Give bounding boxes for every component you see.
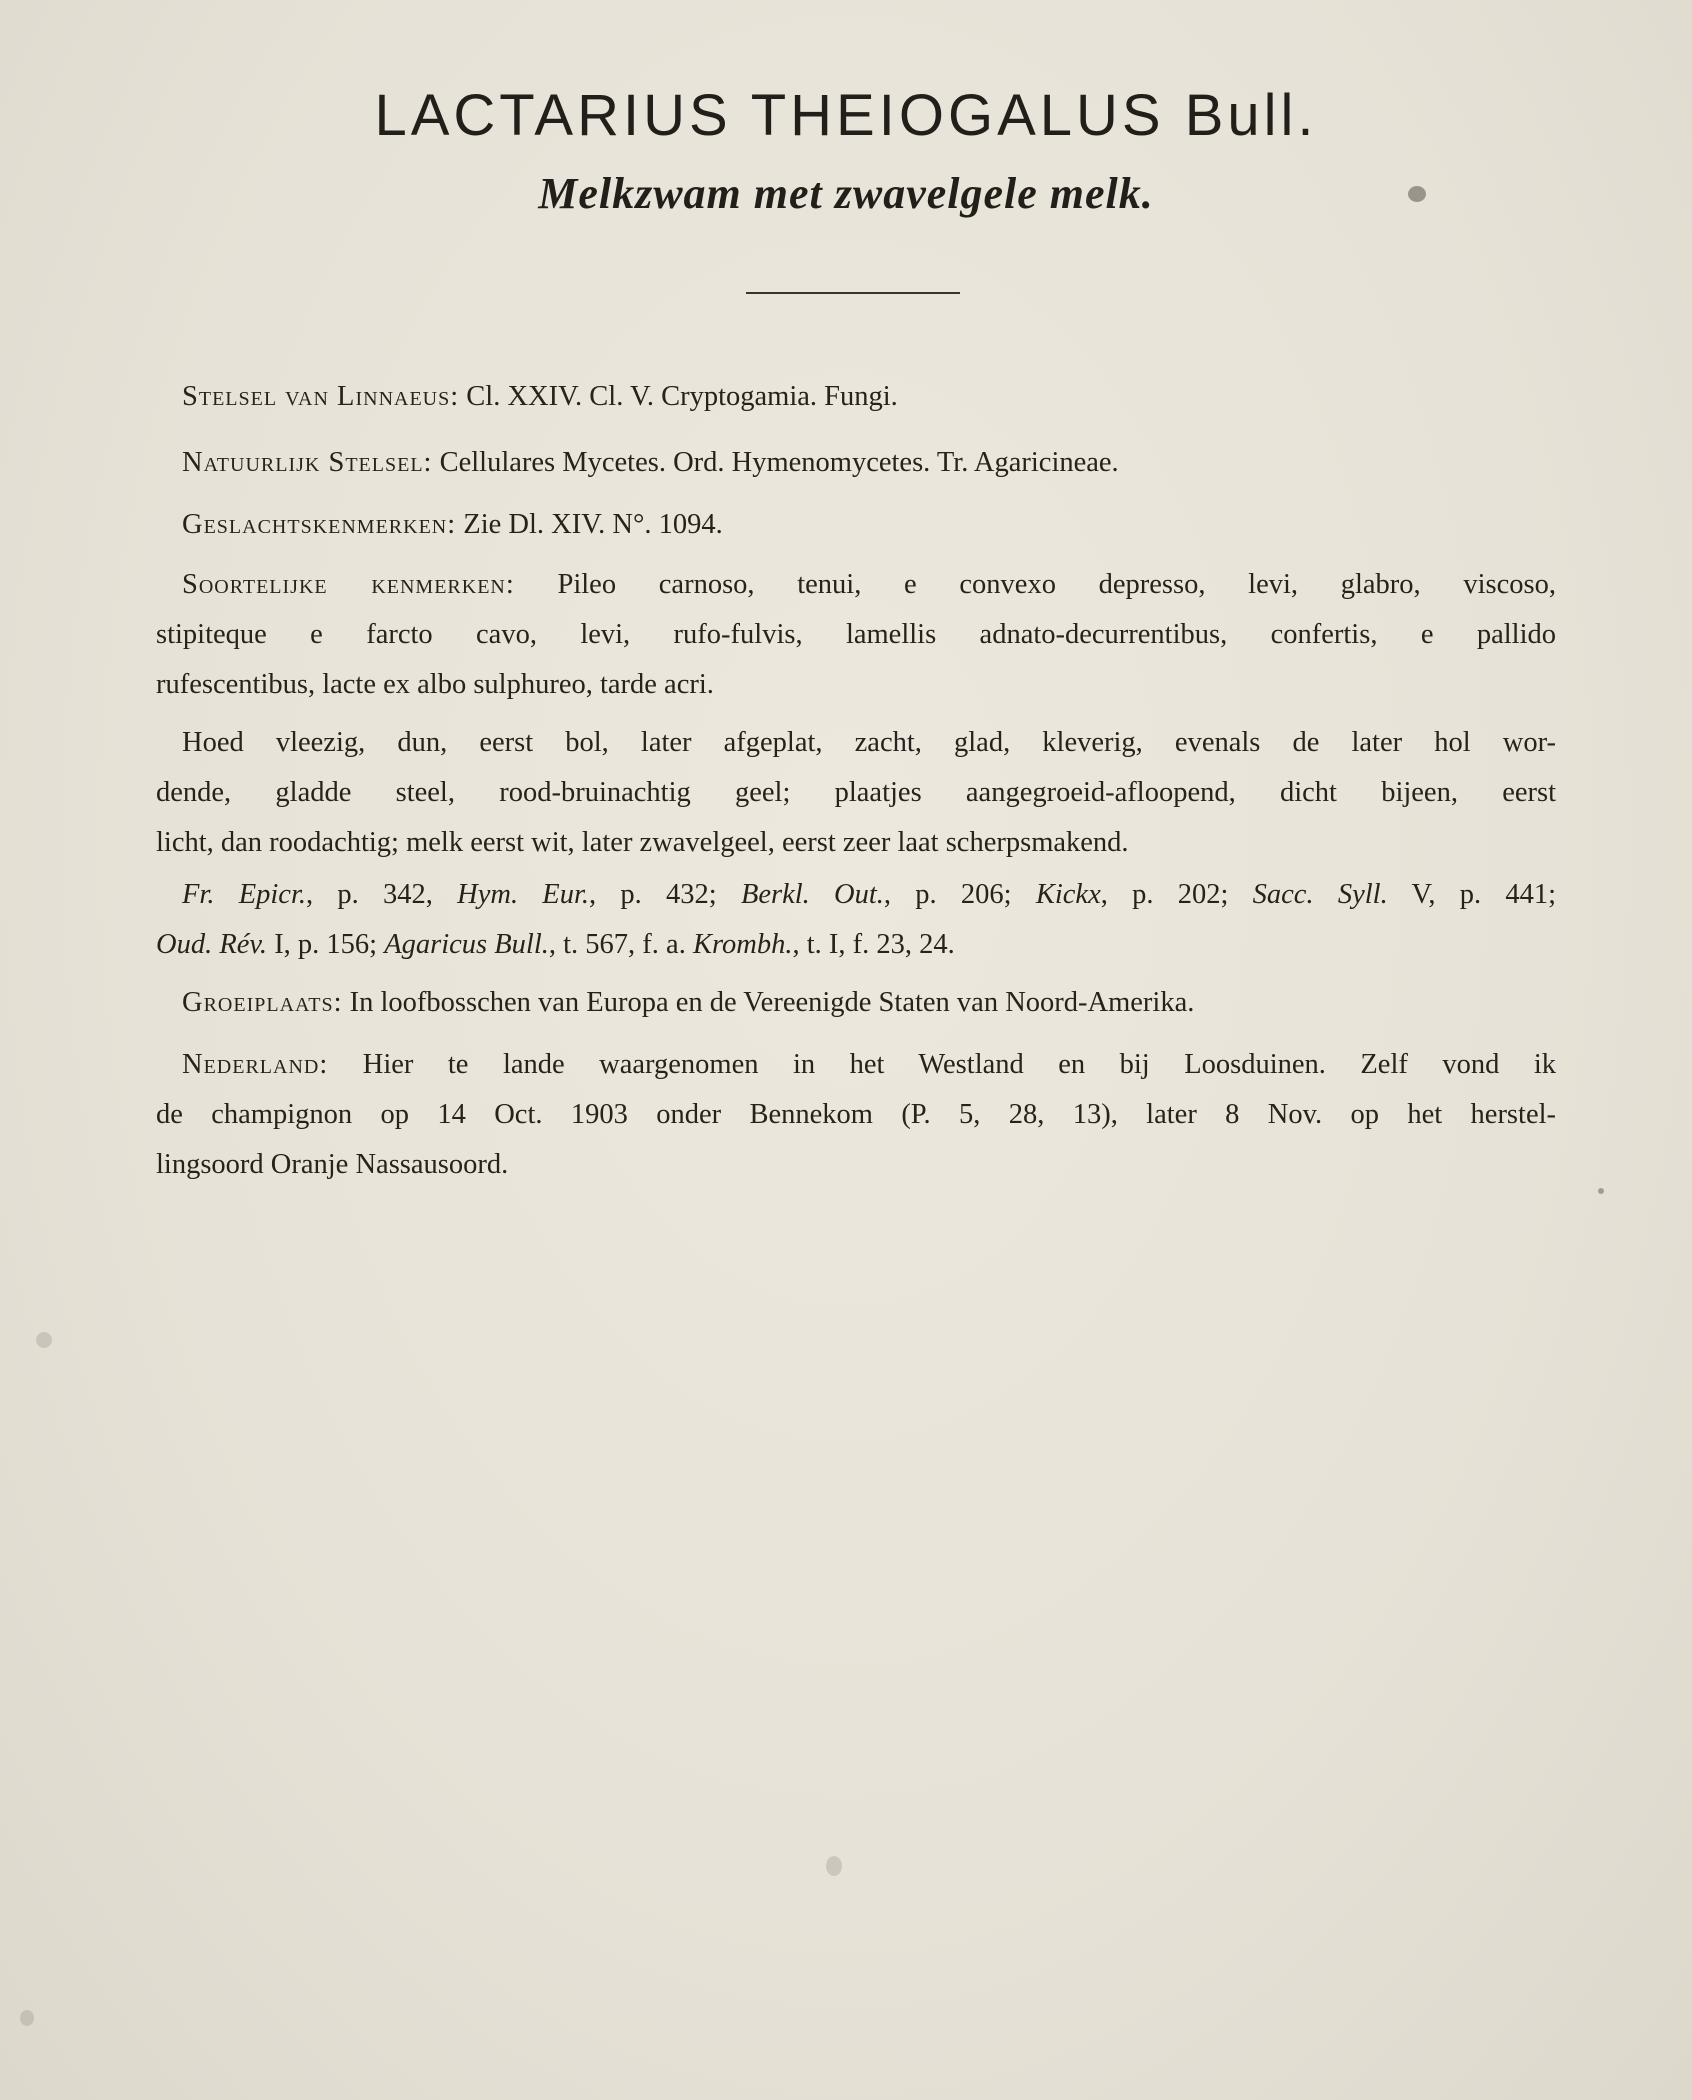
- section-soort-label: Soortelijke kenmerken:: [182, 569, 515, 600]
- section-linnaeus-line: [156, 372, 1556, 422]
- section-groeiplaats-label: Groeiplaats:: [182, 987, 343, 1018]
- section-nederland-line-3: lingsoord Oranje Nassausoord.: [156, 1149, 509, 1180]
- section-nederland-line-2: de champignon op 14 Oct. 1903 onder Bennekom (P. 5, 28, 13), later 8 Nov. op het herstel-: [156, 1099, 1556, 1130]
- section-groeiplaats-line: [156, 978, 1556, 1028]
- section-beschrijving: [156, 718, 1556, 868]
- section-geslacht-line: [156, 500, 1556, 550]
- section-natuurlijk: [156, 438, 1556, 488]
- paper-speck: [1408, 186, 1426, 202]
- section-beschrijving-line-1: Hoed vleezig, dun, eerst bol, later afgeplat, zacht, glad, kleverig, evenals de later hol wor-: [182, 727, 1556, 758]
- paper-speck: [20, 2010, 34, 2026]
- section-soort: [156, 560, 1556, 710]
- ref-fr-page: , p. 342,: [306, 879, 433, 910]
- ref-oud: Oud. Rév.: [156, 929, 268, 960]
- section-soort-line-3: rufescentibus, lacte ex albo sulphureo, tarde acri.: [156, 669, 714, 700]
- ref-sacc-page: V, p. 441;: [1411, 879, 1557, 910]
- section-nederland-line-1: [156, 1040, 1556, 1090]
- section-literatuur-line-1: [156, 870, 1556, 920]
- section-nederland-text-1: Hier te lande waargenomen in het Westland en bij Loosduinen. Zelf vond ik: [362, 1049, 1557, 1080]
- section-geslacht: [156, 500, 1556, 550]
- section-soort-text-1: Pileo carnoso, tenui, e convexo depresso, levi, glabro, viscoso,: [557, 569, 1556, 600]
- section-linnaeus-text: Cl. XXIV. Cl. V. Cryptogamia. Fungi.: [466, 381, 898, 412]
- ref-berkl: Berkl. Out.: [740, 879, 884, 910]
- ref-oud-page: I, p. 156;: [274, 929, 378, 960]
- ref-fr: Fr. Epicr.: [182, 879, 306, 910]
- page-subtitle: Melkzwam met zwavelgele melk.: [538, 169, 1154, 218]
- ref-agaricus: Agaricus Bull.: [384, 929, 549, 960]
- ref-kickx: Kickx: [1035, 879, 1101, 910]
- paper-speck: [826, 1856, 842, 1876]
- ref-hym-page: , p. 432;: [589, 879, 717, 910]
- section-soort-line-1: [156, 560, 1556, 610]
- ref-krombh-page: , t. I, f. 23, 24.: [792, 929, 955, 960]
- section-nederland: [156, 1040, 1556, 1190]
- ref-berkl-page: , p. 206;: [883, 879, 1012, 910]
- page-title: LACTARIUS THEIOGALUS Bull.: [374, 83, 1318, 148]
- section-beschrijving-line-2: dende, gladde steel, rood-bruinachtig geel; plaatjes aangegroeid-afloopend, dicht bijeen, eerst: [156, 777, 1556, 808]
- ref-hym: Hym. Eur.: [457, 879, 590, 910]
- ref-krombh: Krombh.: [692, 929, 793, 960]
- section-linnaeus-label: Stelsel van Linnaeus:: [182, 381, 460, 412]
- section-natuurlijk-text: Cellulares Mycetes. Ord. Hymenomycetes. Tr. Agaricineae.: [439, 447, 1119, 478]
- paper-speck: [1598, 1188, 1604, 1194]
- ref-sacc: Sacc. Syll.: [1252, 879, 1388, 910]
- section-beschrijving-line-3: licht, dan roodachtig; melk eerst wit, later zwavelgeel, eerst zeer laat scherpsmakend.: [156, 827, 1129, 858]
- section-groeiplaats-text: In loofbosschen van Europa en de Vereenigde Staten van Noord-Amerika.: [349, 987, 1195, 1018]
- ref-agaricus-page: , t. 567, f. a.: [548, 929, 686, 960]
- section-groeiplaats: [156, 978, 1556, 1028]
- title-divider: [746, 292, 960, 294]
- paper-speck: [36, 1332, 52, 1348]
- section-soort-line-2: stipiteque e farcto cavo, levi, rufo-fulvis, lamellis adnato-decurrentibus, confertis, e pallido: [156, 619, 1556, 650]
- section-literatuur-line-2: [156, 920, 1556, 970]
- section-geslacht-text: Zie Dl. XIV. N°. 1094.: [463, 509, 723, 540]
- section-geslacht-label: Geslachtskenmerken:: [182, 509, 457, 540]
- section-linnaeus: [156, 372, 1556, 422]
- section-nederland-label: Nederland:: [182, 1049, 329, 1080]
- section-natuurlijk-line: [156, 438, 1556, 488]
- ref-kickx-page: , p. 202;: [1100, 879, 1229, 910]
- section-literatuur: [156, 870, 1556, 970]
- section-natuurlijk-label: Natuurlijk Stelsel:: [182, 447, 433, 478]
